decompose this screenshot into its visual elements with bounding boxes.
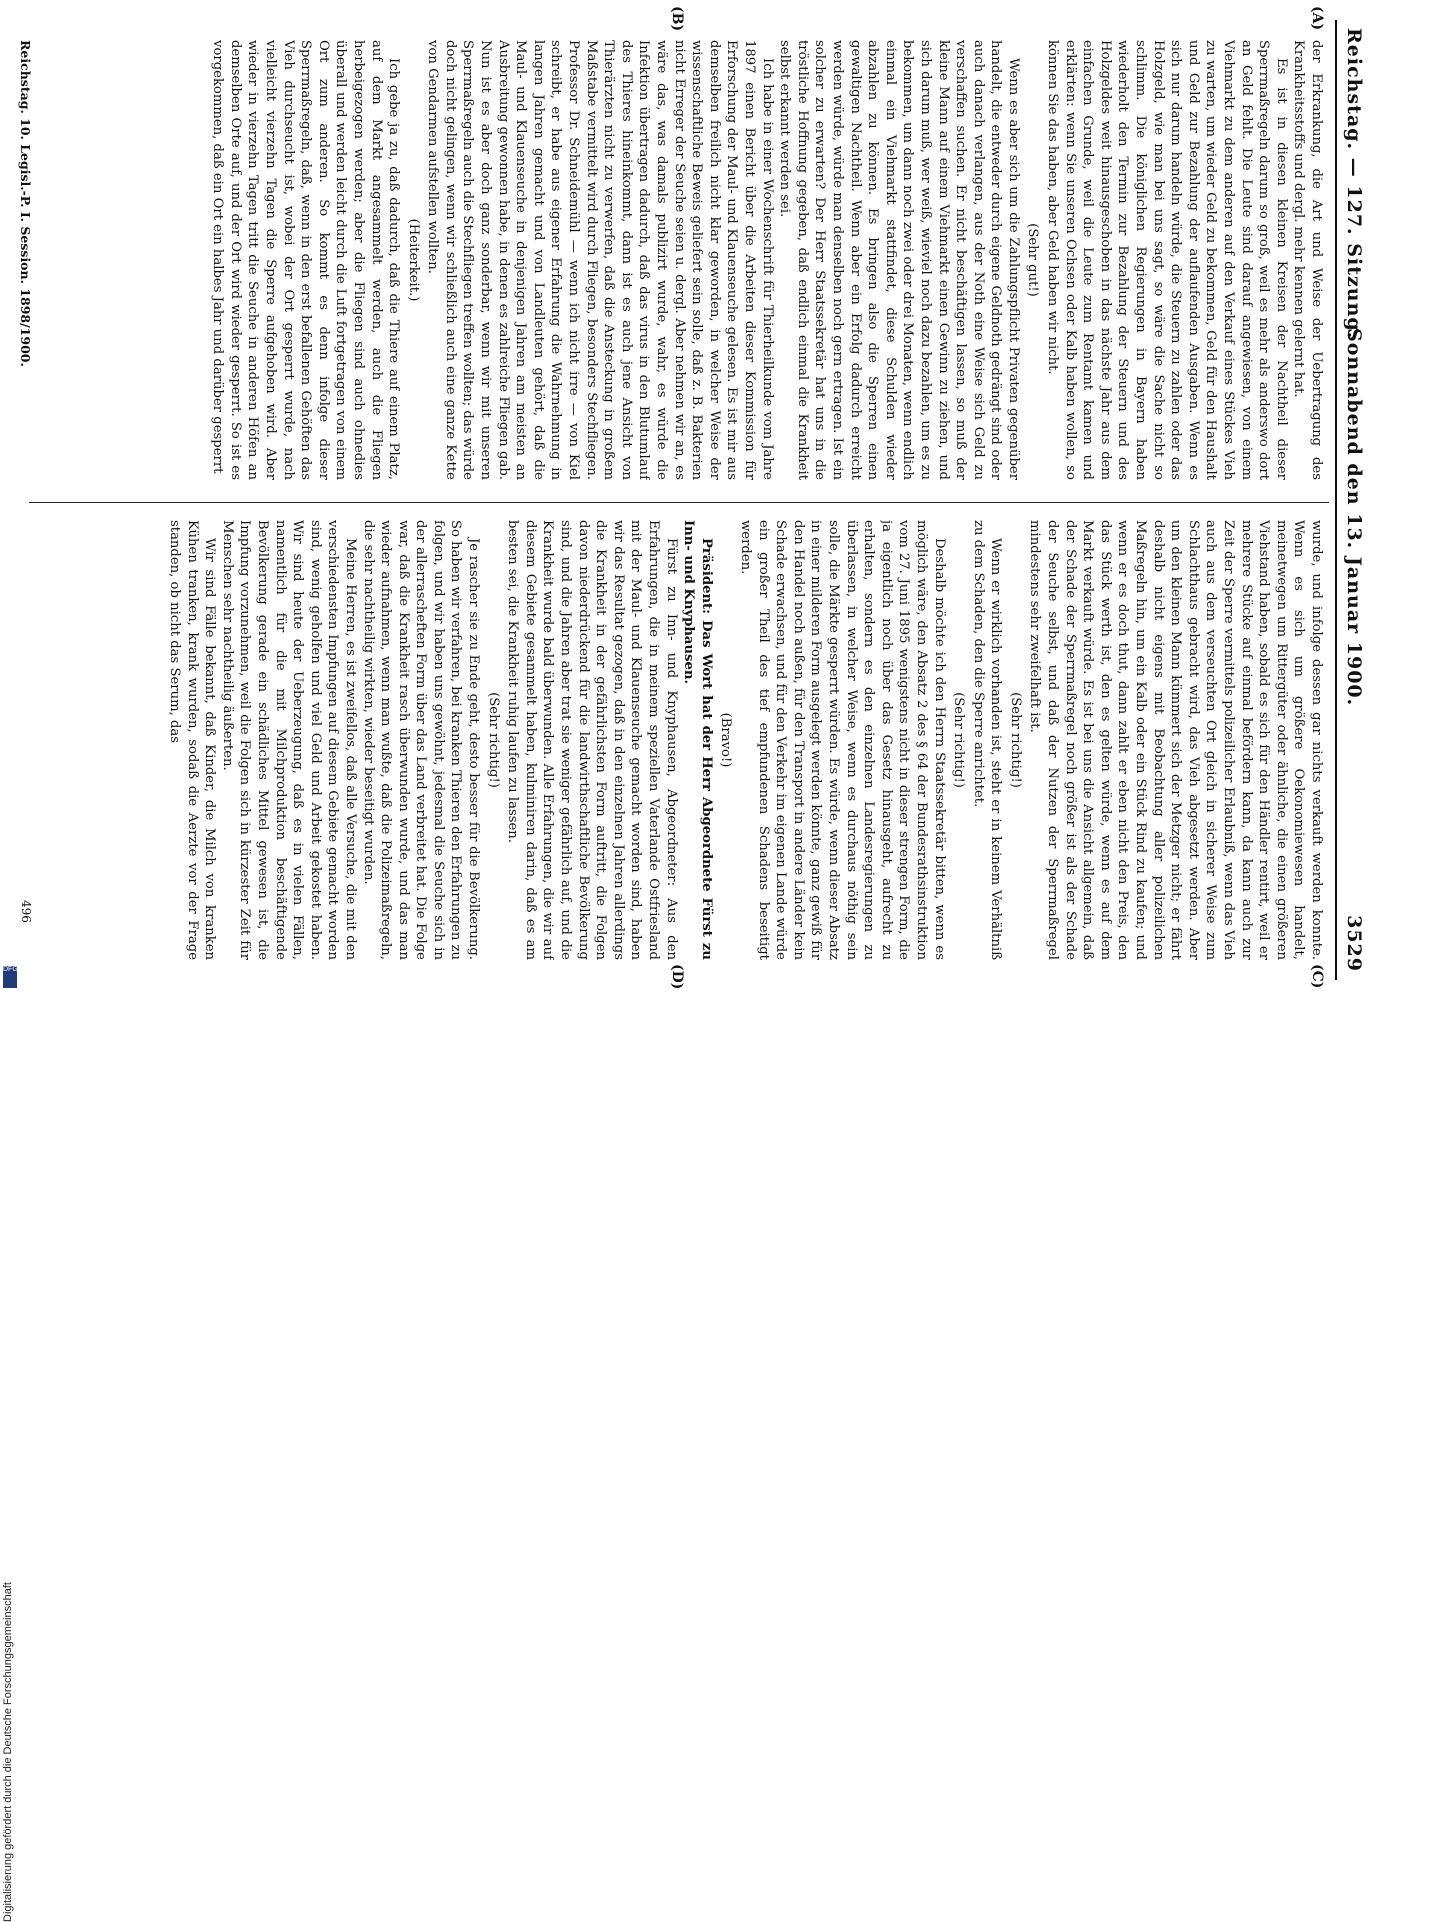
dfg-logo-icon: DFG xyxy=(3,966,17,988)
speaker-paragraph: Präsident: Das Wort hat der Herr Abgeordnete Fürst zu Inn- und Knyphausen. xyxy=(681,520,714,960)
header-left: Reichstag. — 127. Sitzung. xyxy=(1343,28,1365,340)
paragraph: Wenn es aber sich um die Zahlungspflicht Privaten gegenüber handelt, die entweder durch eigene Geldnoth gedrängt sind oder auch danach verlangen, aus der Noth eine Weise sich Geld zu verschaffen suchen. Er nicht beschäftigen lassen, so muß der kleine Mann auf einem Viehmarkt einen Gewinn zu ziehen, und sich darum muß, wer weiß, wieviel noch dazu bezahlen, um es zu bekommen, um dann noch zwei oder drei Monaten, wenn endlich einmal ein Viehmarkt stattfindet, diese Schulden wieder abzahlen zu können. Es bringen also die Sperren einen gewaltigen Nachtheil. Wenn aber ein Erfolg dadurch erreicht werden würde, würde man denselben noch gern ertragen. Ist ein solcher zu erwarten? Der Herr Staatssekretär hat uns in die tröstliche Hoffnung gegeben, daß endlich einmal die Krankheit selbst erkannt werden sei. xyxy=(777,40,1021,480)
paragraph: Ich habe in einer Wochenschrift für Thierheilkunde vom Jahre 1897 einen Bericht über die Arbeiten dieser Kommission für Erforschung der Maul- und Klauenseuche gelesen. Es ist mir aus demselben freilich nicht klar geworden, in welcher Weise der wissenschaftliche Beweis geliefert sein solle, daß z. B. Bakterien nicht Erreger der Seuche seien u. dergl. Aber nehmen wir an, es wäre das, was damals publizirt wurde, wahr, es würde die Infektion übertragen dadurch, daß das virus in den Blutumlauf des Thieres hineinkommt, dann ist es auch jene Ansicht von Thierärzten nicht zu verwerfen, daß die Ansteckung in großem Maßstabe vermittelt wird durch Fliegen, besonders Stechfliegen. Professor Dr. Schneidemühl — wenn ich nicht irre — von Kiel schreibt, er habe aus eigener Erfahrung die Wahrnehmung in langen Jahren gemacht und von Landleuten gehört, daß die Maul- und Klauenseuche in denjenigen Jahren am meisten an Ausbreitung gewonnen habe, in denen es zahlreiche Fliegen gab. Nun ist es aber doch ganz sonderbar, wenn wir mit unseren Sperrmaßregeln auch die Stechfliegen treffen wollten; das würde doch nicht gelingen, wenn wir schließlich auch eine ganze Kette von Gendarmen aufstellen wollten. xyxy=(425,40,775,480)
interjection: (Sehr richtig!) xyxy=(485,692,501,788)
left-column xyxy=(35,40,1325,480)
paragraph: Wir sind Fälle bekannt, daß Kinder, die Milch von kranken Kühen tranken, krank wurden, sodaß die Aerzte vor der Frage standen, ob nicht das Serum, das xyxy=(167,520,218,960)
interjection: (Bravo!) xyxy=(718,712,734,768)
page-header xyxy=(1337,28,1367,972)
paragraph: Meine Herren, es ist zweifellos, daß alle Versuche, die mit den verschiedensten Impfungen auf diesem Gebiete gemacht worden sind, wenig geholfen und viel Geld und Arbeit gekostet haben. Wir sind heute der Ueberzeugung, daß es in vielen Fällen, namentlich für die mit Milchproduktion beschäftigende Bevölkerung gerade ein schädliches Mittel gewesen ist, die Impfung vorzunehmen, weil die Folgen sich in kürzester Zeit für Menschen sehr nachtheilig äußerten. xyxy=(219,520,358,960)
page-footer: Reichstag. 10. Legisl.-P. I. Session. 1898/1900. xyxy=(18,40,33,367)
column-divider xyxy=(29,502,1329,503)
paragraph: Fürst zu Inn- und Knyphausen, Abgeordneter: Aus den Erfahrungen, die in meinem speziellen Vaterlande Ostfriesland mit der Maul- und Klauenseuche gemacht worden sind, haben wir das Resultat gezogen, daß in den einzelnen Jahren allerdings die Krankheit in der gefährlichsten Form auftritt, die Folgen davon niederdrückend für die landwirthschaftliche Bevölkerung sind, und die Jahren aber trat sie weniger gefährlich auf, und die Krankheit wurde bald überwunden. Alle Erfahrungen, die wir auf diesem Gebiete gesammelt haben, kulminiren darin, daß es am besten sei, die Krankheit ruhig laufen zu lassen. xyxy=(505,520,679,960)
paragraph: Ich gebe ja zu, daß dadurch, daß die Thiere auf einem Platz, auf dem Markt angesammelt werden, auch die Fliegen herbeigezogen werden; aber die Fliegen sind auch ohnedies überall und werden leicht durch die Luft fortgetragen von einem Ort zum anderen. So kommt es denn infolge dieser Sperrmaßregeln, daß, wenn in den erst befallenen Gehöften das Vieh durchseucht ist, wobei der Ort gesperrt wurde, nach vielleicht vierzehn Tagen die Sperre aufgehoben wird. Aber wieder in vierzehn Tagen tritt die Seuche in anderen Höfen an demselben Orte auf, und der Ort wird wieder gesperrt. So ist es vorgekommen, daß ein Ort ein halbes Jahr und darüber gesperrt xyxy=(210,40,402,480)
margin-marker-b: (B) xyxy=(669,6,685,32)
footer-page-number: 496 xyxy=(19,900,33,923)
margin-marker-c: (C) xyxy=(1309,964,1325,989)
paragraph: der Erkrankung, die Art und Weise der Uebertragung des Krankheitsstoffs und dergl. mehr kennen gelernt hat. xyxy=(1291,40,1324,480)
header-page-number: 3529 xyxy=(1343,915,1365,972)
header-rule xyxy=(1335,20,1337,980)
paragraph: Es ist in diesen kleinen Kreisen der Nachtheil dieser Sperrmaßregeln darum so groß, weil es mehr als anderswo dort an Geld fehlt. Die Leute sind darauf angewiesen, von einem Viehmarkt zu dem anderen auf den Verkauf eines Stückes Vieh zu warten, um wieder Geld zu bekommen, Geld für den Haushalt und Geld zur Bezahlung der auflaufenden Ausgaben. Wenn es sich nur darum handeln würde, die Steuern zu zahlen oder das Holzgeld, wie man bei uns sagt, so wäre die Sache nicht so schlimm. Die königlichen Regierungen in Bayern haben wiederholt den Termin zur Bezahlung der Steuern und des Holzgeldes weit hinausgeschoben in das nächste Jahr aus dem einfachen Grunde, weil die Leute zum Rentamt kamen und erklärten: wenn Sie unseren Ochsen oder Kalb haben wollen, so können Sie das haben, aber Geld haben wir nicht. xyxy=(1045,40,1289,480)
paragraph: Je rascher sie zu Ende geht, desto besser für die Bevölkerung. So haben wir verfahren, bei kranken Thieren den Erfahrungen zu folgen, und wir haben uns gewöhnt, jedesmal die Seuche sich in der allerrascheften Form über das Land verbreitet hat. Die Folge war, daß die Krankheit rasch überwunden wurde, und das man wieder aufnahmen, wenn man wußte, daß die Polizeimaßregeln, die sehr nachtheilig wirkten, wieder beseitigt wurden. xyxy=(360,520,482,960)
margin-marker-d: (D) xyxy=(669,964,685,990)
paragraph: Wenn er wirklich vorhanden ist, steht er in keinem Verhältniß zu dem Schaden, den die Sperre anrichtet. xyxy=(970,520,1004,960)
margin-marker-a: (A) xyxy=(1309,6,1325,31)
interjection: (Heiterkeit.) xyxy=(405,218,421,302)
scanned-page xyxy=(5,0,1385,1000)
interjection: (Sehr richtig!) xyxy=(1007,692,1023,788)
paragraph: wurde, und infolge dessen gar nichts verkauft werden konnte. Wenn es sich um größere Oekonomiewesen handelt, meinetwegen um Rittergüter oder ähnliche, die einen größeren Viehstand haben, sobald es sich für den Händler rentirt, weil er mehrere Stücke auf einmal befördern kann, da kann auch zur Zeit der Sperre vermittels polizeilicher Erlaubniß, wenn das Vieh auch aus dem verseuchten Ort gleich in sicherer Weise zum Schlachthaus gebracht wird, das Vieh abgesetzt werden. Aber um den kleinen Mann kümmert sich der Metzger nicht; er fährt deshalb nicht eigens mit Beobachtung aller polizeilichen Maßregeln hin, um ein Kalb oder ein Stück Rind zu kaufen; und wenn er es doch thut, dann zahlt er eben nicht den Preis, den das Stück werth ist, den es gelten würde, wenn es auf dem Markt verkauft würde. Es ist bei uns die Ansicht allgemein, daß der Schade der Sperrmaßregel noch größer ist als der Schade der Seuche selbst, und daß der Nutzen der Sperrmaßregel mindestens sehr zweifelhaft ist. xyxy=(1027,520,1324,960)
header-date: Sonnabend den 13. Januar 1900. xyxy=(1343,328,1365,707)
interjection: (Sehr richtig!) xyxy=(951,692,967,788)
right-column xyxy=(35,520,1325,960)
paragraph: Deshalb möchte ich den Herrn Staatssekretär bitten, wenn es möglich wäre, den Absatz 2 des § 64 der Bundesrathsinstruktion vom 27. Juni 1895 wenigstens nicht in dieser strengen Form, die ja eigentlich noch über das Gesetz hinausgeht, aufrecht zu erhalten, sondern es den einzelnen Landesregierungen zu überlassen, in welcher Weise, wenn es durchaus nöthig sein solle, die Märkte gesperrt würden. Es würde, wenn dieser Absatz in einer milderen Form ausgelegt werden könnte, ganz gewiß für den Handel noch außen, für den Transport in andere Länder kein Schade erwachsen, und für den Verkehr im eigenen Lande würde ein großer Theil des tief empfundenen Schadens beseitigt werden. xyxy=(738,520,947,960)
interjection: (Sehr gut!) xyxy=(1025,223,1041,297)
digitization-credit xyxy=(2,14,24,1922)
credit-text: Digitalisierung gefördert durch die Deutsche Forschungsgemeinschaft xyxy=(2,1582,14,1922)
